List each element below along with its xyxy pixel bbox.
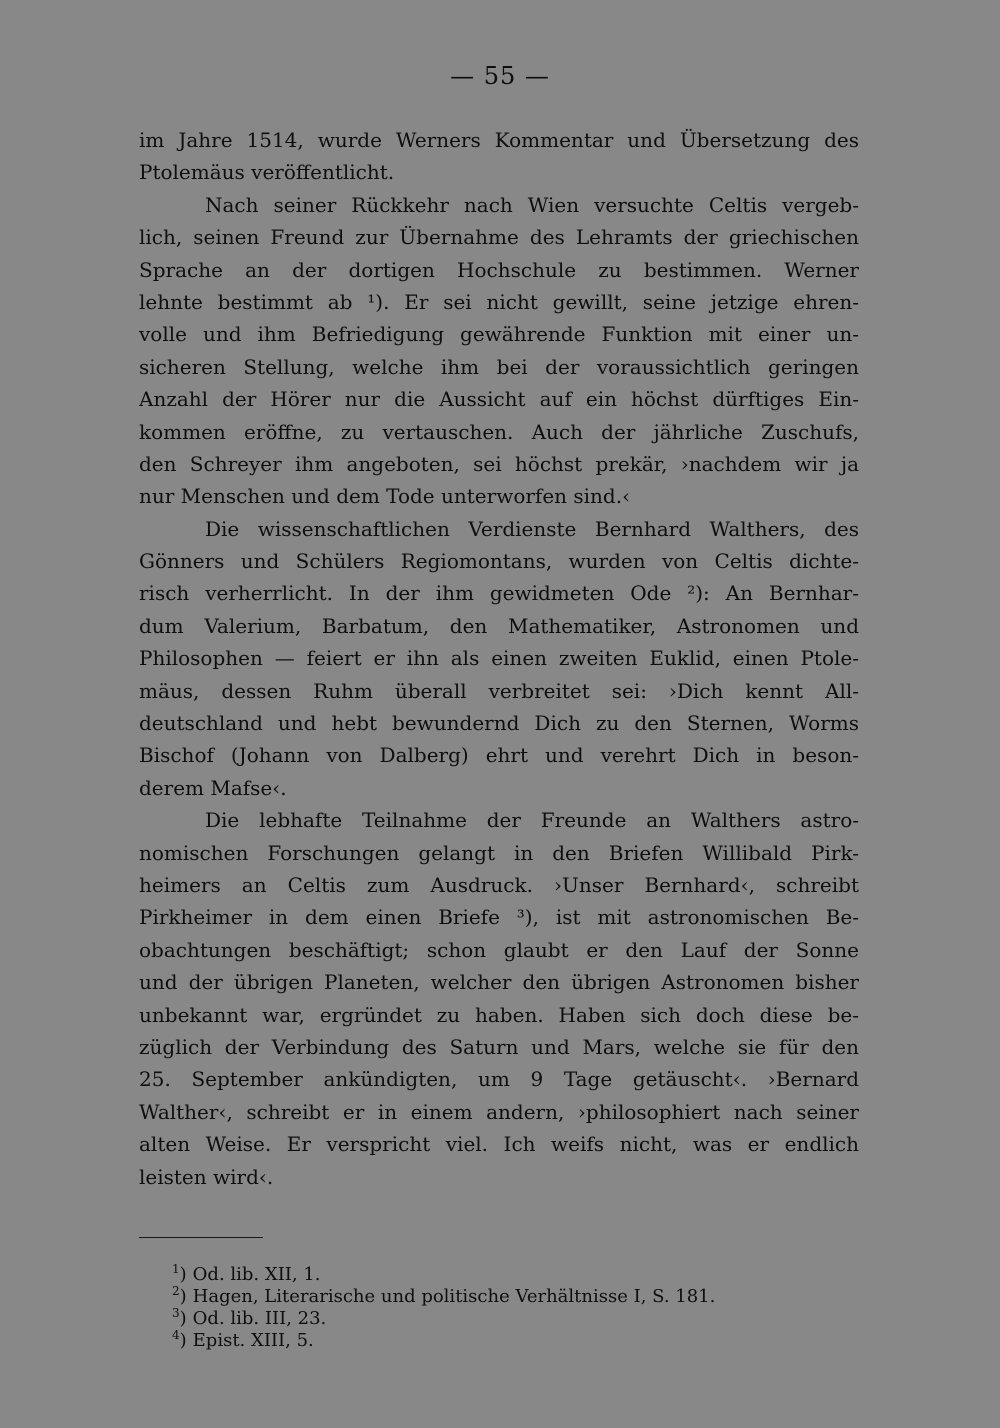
text-line: obachtungen beschäftigt; schon glaubt er den Lauf der Sonne	[139, 937, 859, 962]
text-line: volle und ihm Befriedigung gewährende Funktion mit einer un-	[139, 322, 859, 347]
text-line: Nach seiner Rückkehr nach Wien versuchte Celtis vergeb-	[205, 192, 859, 217]
text-line: mäus, dessen Ruhm überall verbreitet sei: ›Dich kennt All-	[139, 678, 859, 703]
text-line: Walther‹, schreibt er in einem andern, ›philosophiert nach seiner	[139, 1099, 859, 1124]
text-line: Sprache an der dortigen Hochschule zu bestimmen. Werner	[139, 257, 859, 282]
text-line: leisten wird‹.	[139, 1164, 274, 1189]
footnote-marker: 1	[172, 1262, 180, 1276]
text-line: im Jahre 1514, wurde Werners Kommentar und Übersetzung des	[139, 128, 859, 152]
footnotes	[172, 1264, 872, 1352]
text-line: heimers an Celtis zum Ausdruck. ›Unser Bernhard‹, schreibt	[139, 872, 859, 897]
text-line: und der übrigen Planeten, welcher den übrigen Astronomen bisher	[139, 970, 859, 995]
text-line: nomischen Forschungen gelangt in den Briefen Willibald Pirk-	[139, 840, 859, 865]
footnote-3: $^3$) Od. lib. III, 23.	[172, 1306, 327, 1329]
footnote-marker: 3	[172, 1306, 180, 1320]
text-line: derem Mafse‹.	[139, 775, 287, 800]
footnote-marker: 4	[172, 1328, 180, 1342]
text-line: dum Valerium, Barbatum, den Mathematiker, Astronomen und	[139, 613, 859, 638]
footnote-divider	[139, 1237, 263, 1238]
text-line: unbekannt war, ergründet zu haben. Haben sich doch diese be-	[139, 1002, 859, 1027]
text-line: Gönners und Schülers Regiomontans, wurden von Celtis dichte-	[139, 549, 859, 574]
footnote-4: $^4$) Epist. XIII, 5.	[172, 1328, 314, 1351]
footnote-1: $^1$) Od. lib. XII, 1.	[172, 1262, 321, 1285]
footnote-text: Epist. XIII, 5.	[192, 1330, 314, 1351]
text-line: den Schreyer ihm angeboten, sei höchst prekär, ›nachdem wir ja	[139, 451, 859, 476]
text-line: lehnte bestimmt ab ¹). Er sei nicht gewillt, seine jetzige ehren-	[139, 289, 859, 314]
footnote-text: Od. lib. XII, 1.	[192, 1264, 321, 1285]
text-line: Bischof (Johann von Dalberg) ehrt und verehrt Dich in beson-	[139, 743, 859, 768]
text-line: lich, seinen Freund zur Übernahme des Lehramts der griechischen	[139, 225, 859, 250]
text-line: Pirkheimer in dem einen Briefe ³), ist mit astronomischen Be-	[139, 905, 859, 930]
body-text	[139, 124, 859, 1193]
text-line: züglich der Verbindung des Saturn und Mars, welche sie für den	[139, 1034, 859, 1059]
text-line: sicheren Stellung, welche ihm bei der voraussichtlich geringen	[139, 354, 859, 379]
footnote-2: $^2$) Hagen, Literarische und politische Verhältnisse I, S. 181.	[172, 1284, 716, 1307]
text-line: 25. September ankündigten, um 9 Tage getäuscht‹. ›Bernard	[139, 1067, 859, 1092]
text-line: deutschland und hebt bewundernd Dich zu den Sternen, Worms	[139, 711, 859, 736]
text-line: Anzahl der Hörer nur die Aussicht auf ein höchst dürftiges Ein-	[139, 387, 859, 412]
text-line: Die lebhafte Teilnahme der Freunde an Walthers astro-	[205, 808, 859, 833]
footnote-text: Od. lib. III, 23.	[192, 1308, 327, 1329]
text-line: nur Menschen und dem Tode unterworfen sind.‹	[139, 484, 631, 509]
page-number: — 55 —	[450, 62, 550, 90]
text-line: Philosophen — feiert er ihn als einen zweiten Euklid, einen Ptole-	[139, 646, 859, 671]
text-line: alten Weise. Er verspricht viel. Ich weifs nicht, was er endlich	[139, 1132, 859, 1157]
footnote-text: Hagen, Literarische und politische Verhältnisse I, S. 181.	[192, 1286, 716, 1307]
text-line: risch verherrlicht. In der ihm gewidmeten Ode ²): An Bernhar-	[139, 581, 859, 606]
text-line: Ptolemäus veröffentlicht.	[139, 160, 395, 185]
text-line: kommen eröffne, zu vertauschen. Auch der jährliche Zuschufs,	[139, 419, 859, 444]
footnote-marker: 2	[172, 1284, 180, 1298]
text-line: Die wissenschaftlichen Verdienste Bernhard Walthers, des	[205, 516, 859, 541]
